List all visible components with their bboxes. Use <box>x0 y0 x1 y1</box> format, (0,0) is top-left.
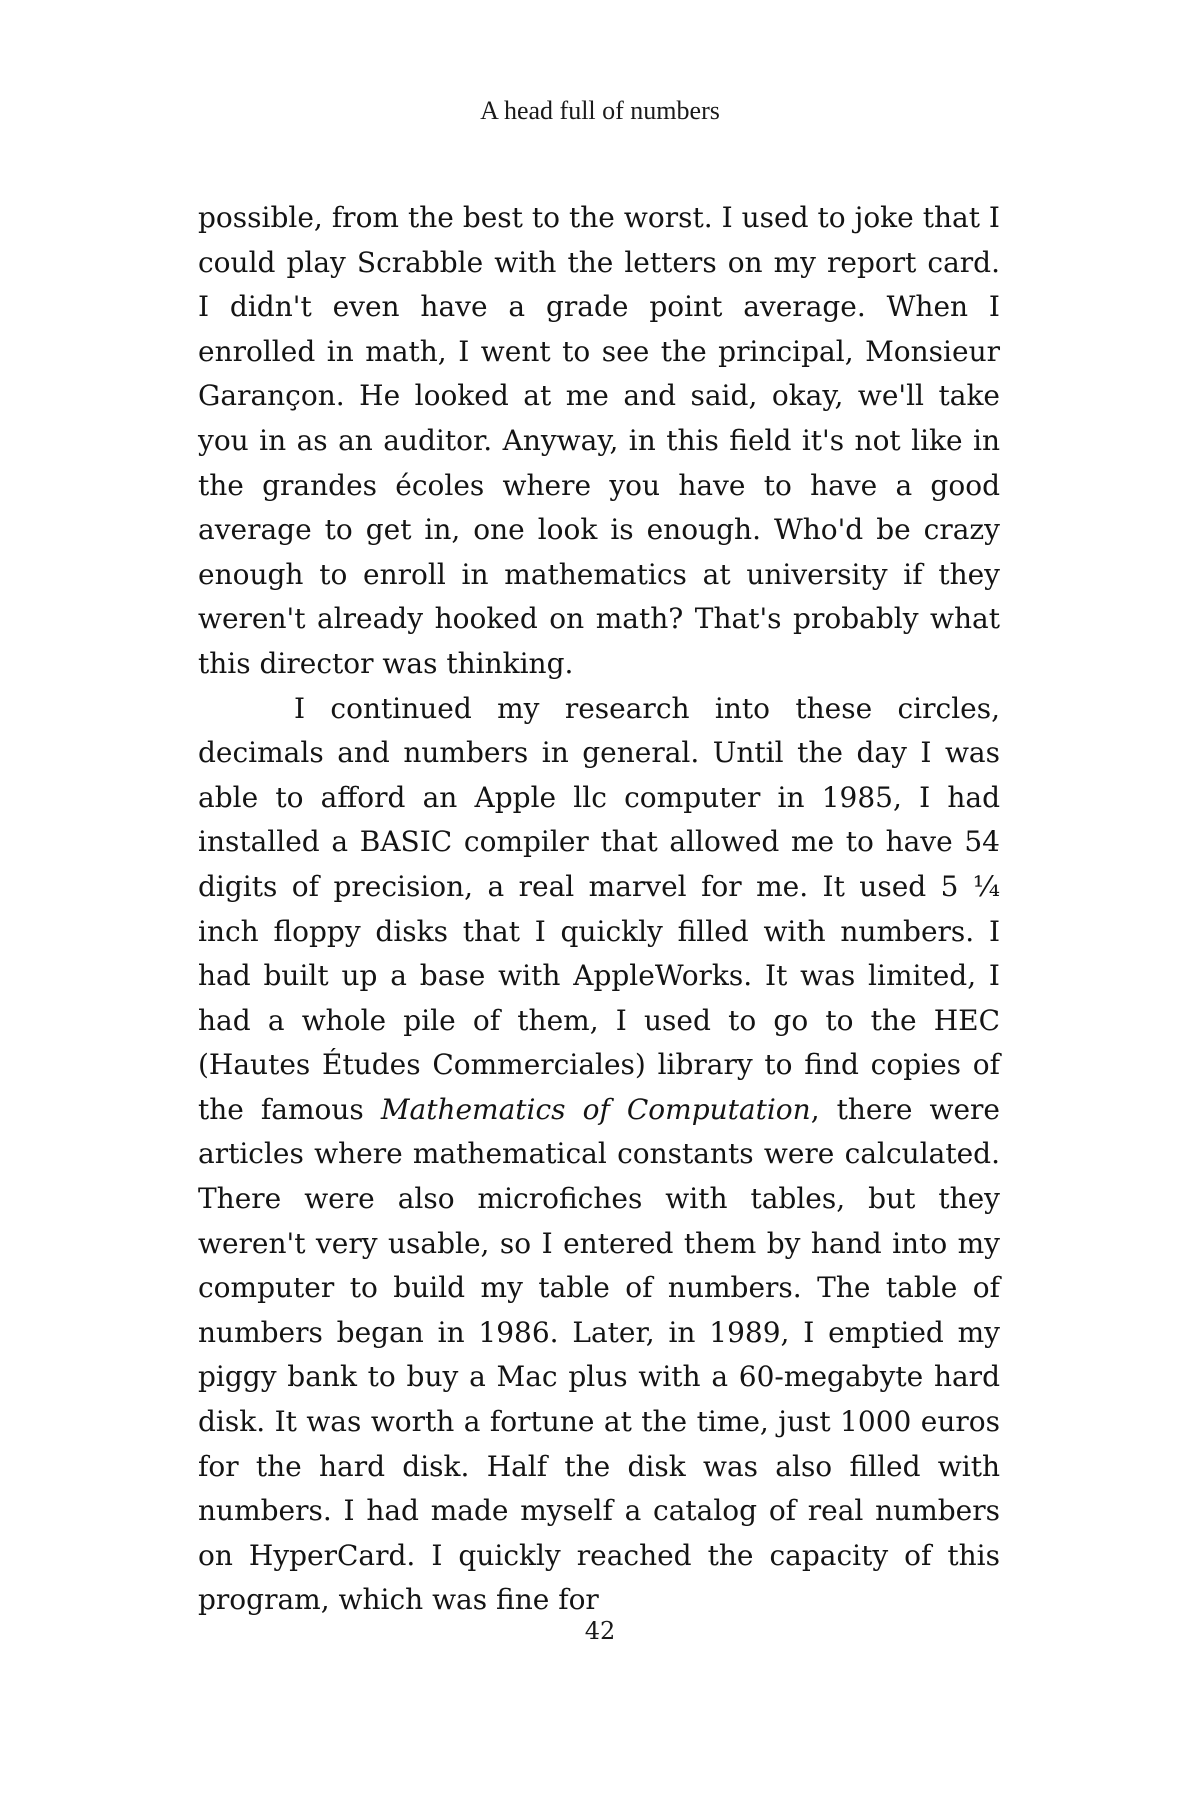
running-header-title: A head full of numbers <box>480 96 720 125</box>
paragraph-2-text-start: I continued my research into these circles, decimals and numbers in general. Until the day I was able to afford an Apple llc computer in 1985, I had installed a BASIC compiler that allowed me to have 54 digits of precision, a real marvel for me. It used 5 ¼ inch floppy disks that I quickly filled with numbers. I had built up a base with AppleWorks. It was limited, I had a whole pile of them, I used to go to the HEC (Hautes Études Commerciales) library to find copies of the famous <box>198 691 1000 1126</box>
paragraph-1: possible, from the best to the worst. I used to joke that I could play Scrabble with the letters on my report card. I didn't even have a grade point average. When I enrolled in math, I went to see the principal, Monsieur Garançon. He looked at me and said, okay, we'll take you in as an auditor. Anyway, in this field it's not like in the grandes écoles where you have to have a good average to get in, one look is enough. Who'd be crazy enough to enroll in mathematics at university if they weren't already hooked on math? That's probably what this director was thinking. <box>198 201 1000 680</box>
paragraph-2 <box>198 687 1000 1623</box>
journal-title-italic: Mathematics of Computation <box>380 1092 811 1126</box>
paragraph-2-text-end: , there were articles where mathematical constants were calculated. There were also microfiches with tables, but they weren't very usable, so I entered them by hand into my computer to build my table of numbers. The table of numbers began in 1986. Later, in 1989, I emptied my piggy bank to buy a Mac plus with a 60-megabyte hard disk. It was worth a fortune at the time, just 1000 euros for the hard disk. Half the disk was also filled with numbers. I had made myself a catalog of real numbers on HyperCard. I quickly reached the capacity of this program, which was fine for <box>198 1092 1000 1617</box>
body-text <box>198 196 1000 1623</box>
page-number: 42 <box>584 1617 616 1645</box>
